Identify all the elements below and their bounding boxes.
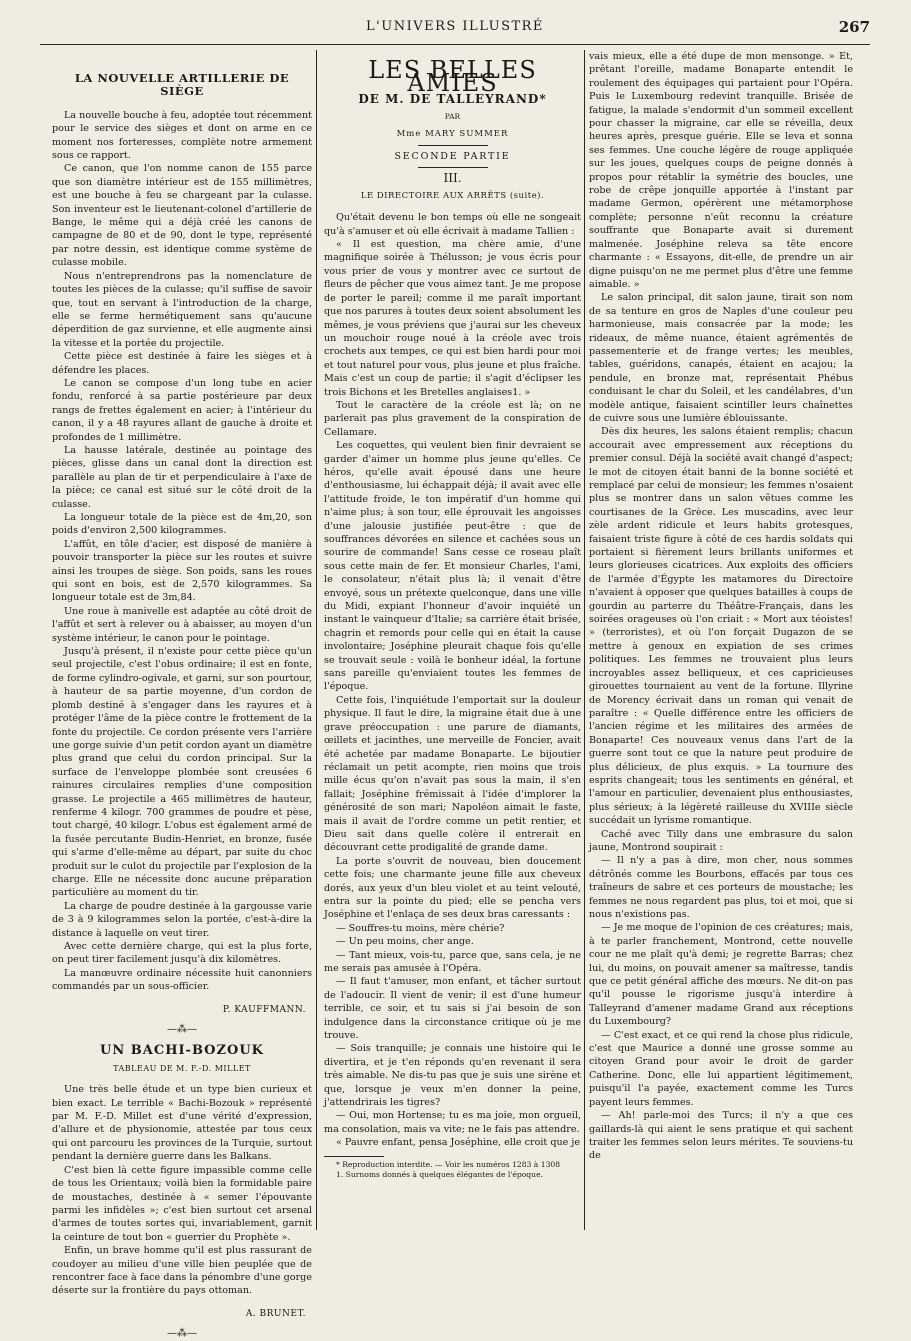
ornament-divider: —⁂— xyxy=(167,1024,197,1036)
paragraph: Les coquettes, qui veulent bien finir devraient se garder d'aimer un homme plus jeune qu'elles. Ce héros, qu'elle avait épousé dans une heure d'enthousiasme, lui échappait déjà; il avait avec elle l'attitude froide, le ton impératif d'un homme qui n'aime plus; à son tour, elle éprouvait les angoisses d'une jalousie justifiée peut-être : que de souffrances dévorées en silence et cachées sous un sourire de commande! Sans cesse ce roseau plaît sous cette main de fer. Et monsieur Charles, l'ami, le consolateur, n'était plus là; il venait d'être envoyé, sous un prétexte quelconque, dans une ville du Midi, expiant l'honneur d'avoir inquiété un instant le vainqueur d'Italie; sa carrière était brisée, chagrin et remords pour celle qui en était la cause involontaire; Joséphine pleurait chaque fois qu'elle se trouvait seule : voilà le bonheur idéal, la fortune sans pareille qu'enviaient toutes les femmes de l'époque. xyxy=(324,440,581,693)
paragraph: — Tant mieux, vois-tu, parce que, sans cela, je ne me serais pas amusée à l'Opéra. xyxy=(324,949,581,974)
paragraph: — Je me moque de l'opinion de ces créatures; mais, à te parler franchement, Montrond, cette nouvelle cour ne me plaît qu'à demi; je regrette Barras; chez lui, du moins, on pouvait amener sa maîtresse, tandis que ce petit général affiche des mœurs. Ne dit-on pas qu'il pousse le rigorisme jusqu'à interdire à Talleyrand d'amener madame Grand aux réceptions du Luxembourg? xyxy=(589,922,853,1028)
paragraph: Une très belle étude et un type bien curieux et bien exact. Le terrible « Bachi-Bozouk » représenté par M. F.-D. Millet est d'une vérité d'expression, d'allure et de physionomie, attestée par tous ceux qui ont parcouru les provinces de la Turquie, surtout pendant la dernière guerre dans les Balkans. xyxy=(52,1084,312,1163)
column-3 xyxy=(589,50,853,1260)
paragraph: — Ah! parle-moi des Turcs; il n'y a que ces gaillards-là qui aient le sens pratique et qui sachent traiter les femmes selon leurs mérites. Te souviens-tu de xyxy=(589,1110,853,1162)
paragraph: Nous n'entreprendrons pas la nomenclature de toutes les pièces de la culasse; qu'il suffise de savoir que, tout en servant à l'introduction de la charge, elle se ferme hermétiquement sans qu'aucune déperdition de gaz survienne, et elle augmente ainsi la vitesse et la portée du projectile. xyxy=(52,270,312,349)
paragraph: Le salon principal, dit salon jaune, tirait son nom de sa tenture en gros de Naples d'une couleur peu harmonieuse, mais consacrée par la mode; les rideaux, de même nuance, étaient agrémentés de passementerie et de frange vertes; les meubles, tables, guéridons, canapés, étaient en acajou; la pendule, en bronze mat, représentait Phébus conduisant le char du Soleil, et les candélabres, d'un modèle antique, faisaient scintiller leurs chaînettes de cuivre sous une lumière éblouissante. xyxy=(589,292,853,424)
paragraph: vais mieux, elle a été dupe de mon mensonge. » Et, prêtant l'oreille, madame Bonaparte entendit le roulement des équipages qui partaient pour l'Opéra. Puis le Luxembourg redevint tranquille. Brisée de fatigue, la malade s'endormit d'un sommeil excellent pour chasser la migraine, car elle se réveilla, deux heures après, presque guérie. Elle se leva et sonna ses femmes. Une couche légère de rouge appliquée sur les joues, quelques coups de peigne donnés à propos pour rétablir la symétrie des boucles, une robe de crêpe jonquille apportée à l'instant par madame Germon, opérèrent une métamorphose complète; personne n'eût reconnu la créature souffrante que Bonaparte avait si durement malmenée. Joséphine releva sa tête encore charmante : « Essayons, dit-elle, de prendre un air digne puisqu'on ne me permet plus d'être une femme aimable. » xyxy=(589,51,853,290)
serial-by: PAR xyxy=(444,112,461,122)
paragraph: — Sois tranquille; je connais une histoire qui le divertira, et je t'en réponds qu'en revenant il sera très aimable. Ne dis-tu pas que je suis une sirène et que, lorsque je veux m'en donner la peine, j'attendrirais les tigres? xyxy=(324,1043,581,1109)
paragraph: Dès dix heures, les salons étaient remplis; chacun accourait avec empressement aux réceptions du premier consul. Déjà la société avait changé d'aspect; le mot de citoyen était banni de la bonne société et remplacé par celui de monsieur; les femmes n'osaient plus se montrer dans un salon vêtues comme les courtisanes de la Grèce. Les muscadins, avec leur zèle ardent ridicule et leurs habits grotesques, faisaient triste figure à côté de ces hardis soldats qui portaient si fièrement leurs brillants uniformes et leurs glorieuses cicatrices. Aux exploits des officiers de l'armée d'Égypte les matamores du Directoire n'avaient à opposer que quelques batailles à coups de gourdin au parterre du Théâtre-Français, dans les soirées orageuses où l'on criait : « Mort aux téoistes! » (terroristes), et où l'on forçait Dugazon de se mettre à genoux en expiation de ses crimes politiques. Les femmes ne trouvaient plus leurs incroyables assez belliqueux, et ces capricieuses girouettes tournaient au vent de la fortune. Illyrine de Morency écrivait dans un roman qui venait de paraître : « Quelle différence entre les officiers de l'ancien régime et les militaires des armées de Bonaparte! Ces nouveaux venus dans l'art de la guerre sont tout ce que la nature peut produire de plus délicieux, de plus exquis. » La tournure des esprits changeait; tous les sentiments en général, et l'amour en particulier, devenaient plus enthousiastes, plus sérieux; à la légèreté railleuse du XVIIIe siècle succédait un lyrisme romantique. xyxy=(589,426,853,827)
column-divider xyxy=(584,50,585,1230)
paragraph: Caché avec Tilly dans une embrasure du salon jaune, Montrond soupirait : xyxy=(589,828,853,853)
paragraph: Ce canon, que l'on nomme canon de 155 parce que son diamètre intérieur est de 155 millimètres, est une bouche à feu se chargeant par la culasse. Son inventeur est le lieutenant-colonel d'artillerie de Bange, le même qui a déjà créé les canons de campagne de 80 et de 90, dont le type, représenté par notre dessin, est identique comme système de culasse mobile. xyxy=(52,163,312,269)
paragraph: C'est bien là cette figure impassible comme celle de tous les Orientaux; voilà bien la formidable paire de moustaches, destinée à « semer l'épouvante parmi les infidèles »; c'est bien surtout cet arsenal d'armes de toutes sortes qui, invariablement, garnit la ceinture de tout bon « guerrier du Prophète ». xyxy=(52,1164,312,1243)
separator xyxy=(418,145,488,146)
article-artillery-author: P. KAUFFMANN. xyxy=(222,1004,306,1015)
paragraph: Jusqu'à présent, il n'existe pour cette pièce qu'un seul projectile, c'est l'obus ordinaire; il est en fonte, de forme cylindro-ogivale, et garni, sur son pourtour, à hauteur de sa partie moyenne, d'un cordon de plomb destiné à s'engager dans les rayures et à protéger l'âme de la pièce contre le frottement de la fonte du projectile. Ce cordon présente vers l'arrière une gorge suivie d'un petit cordon ayant un diamètre plus grand que celui du cordon principal. Sur la surface de l'enveloppe plombée sont creusées 6 rainures circulaires remplies d'une composition grasse. Le projectile a 465 millimètres de hauteur, renferme 4 kilogr. 700 grammes de poudre et pèse, tout chargé, 40 kilogr. L'obus est également armé de la fusée percutante Budin-Henriet, en bronze, fusée qui s'arme d'elle-même au départ, par suite du choc produit sur le culot du projectile par l'explosion de la charge. Elle ne nécessite donc aucune préparation particulière au moment du tir. xyxy=(52,646,312,899)
paragraph: — Il n'y a pas à dire, mon cher, nous sommes détrônés comme les Bourbons, effacés par tous ces traîneurs de sabre et ces porteurs de moustache; les femmes ne nous regardent pas plus, toi et moi, que si nous n'existions pas. xyxy=(589,855,853,920)
ornament-divider: —⁂— xyxy=(167,1328,197,1340)
page-number: 267 xyxy=(838,18,870,36)
article-artillery-body xyxy=(52,109,312,994)
serial-title: LES BELLES AMIES xyxy=(368,56,537,98)
paragraph: La nouvelle bouche à feu, adoptée tout récemment pour le service des sièges et dont on arme en ce moment nos forteresses, complète notre armement sous ce rapport. xyxy=(52,109,312,162)
article-artillery-title: LA NOUVELLE ARTILLERIE DE SIÈGE xyxy=(74,71,290,99)
paragraph: Tout le caractère de la créole est là; on ne parlerait pas plus gravement de la conspiration de Cellamare. xyxy=(324,399,581,438)
paragraph: — Oui, mon Hortense; tu es ma joie, mon orgueil, ma consolation, mais va vite; ne le fais pas attendre. xyxy=(324,1110,581,1135)
column-2 xyxy=(324,50,581,1260)
paragraph: Qu'était devenu le bon temps où elle ne songeait qu'à s'amuser et où elle écrivait à madame Tallien : xyxy=(324,212,581,237)
serial-body-col2 xyxy=(324,211,581,1149)
paragraph: La longueur totale de la pièce est de 4m,20, son poids d'environ 2,500 kilogrammes. xyxy=(52,512,312,537)
serial-subtitle: DE M. DE TALLEYRAND* xyxy=(358,91,547,106)
page-header xyxy=(40,10,870,45)
footnote: * Reproduction interdite. — Voir les numéros 1283 à 1308 xyxy=(336,1159,561,1169)
paragraph: Cette fois, l'inquiétude l'emportait sur la douleur physique. Il faut le dire, la migraine était due à une grave préoccupation : une parure de diamants, œillets et jacinthes, une merveille de Foncier, avait été achetée par madame Bonaparte. Le bijoutier réclamait un petit acompte, rien moins que trois mille écus qu'on n'avait pas sous la main, il s'en fallait; Joséphine frémissait à l'idée d'implorer la générosité de son mari; Napoléon aimait le faste, mais il avait de l'ordre comme un petit rentier, et Dieu sait dans quelle colère il entrerait en découvrant cette prodigalité de grande dame. xyxy=(324,694,581,854)
paragraph: Le canon se compose d'un long tube en acier fondu, renforcé à sa partie postérieure par deux rangs de frettes également en acier; à l'intérieur du canon, il y a 48 rayures allant de gauche à droite et profondes de 1 millimètre. xyxy=(52,377,312,443)
paragraph: La porte s'ouvrit de nouveau, bien doucement cette fois; une charmante jeune fille aux cheveux dorés, aux yeux d'un bleu violet et au teint velouté, entra sur la pointe du pied; elle se pencha vers Joséphine et l'enlaça de ses deux bras caressants : xyxy=(324,855,581,921)
journal-title: L'UNIVERS ILLUSTRÉ xyxy=(366,19,544,34)
paragraph: — Souffres-tu moins, mère chérie? xyxy=(336,922,505,934)
paragraph: « Il est question, ma chère amie, d'une magnifique soirée à Thélusson; je vous écris pour vous prier de vous y montrer avec ce surtout de fleurs de pêcher que vous aimez tant. Je me propose de porter le pareil; comme il me paraît important que nos parures à toutes deux soient absolument les mêmes, je vous préviens que j'aurai sur les cheveux un mouchoir rouge noué à la créole avec trois crochets aux tempes, ce qui est bien hardi pour moi et tout naturel pour vous, plus jeune et plus fraîche. Mais c'est un coup de partie; il s'agit d'éclipser les trois Bichons et les Bretelles anglaises1. » xyxy=(324,239,581,398)
serial-body-col3 xyxy=(589,50,853,1163)
paragraph: « Pauvre enfant, pensa Joséphine, elle croit que je xyxy=(336,1137,581,1149)
paragraph: — Un peu moins, cher ange. xyxy=(336,936,474,948)
paragraph: La manœuvre ordinaire nécessite huit canonniers commandés par un sous-officier. xyxy=(52,967,312,993)
paragraph: — Il faut t'amuser, mon enfant, et tâcher surtout de l'adoucir. Il vient de venir; il est d'une humeur terrible, ce soir, et tu sais si j'ai besoin de son indulgence dans la circonstance critique où je me trouve. xyxy=(324,976,581,1042)
chapter-title: LE DIRECTOIRE AUX ARRÊTS (suite). xyxy=(360,190,545,201)
article-bachi-subtitle: TABLEAU DE M. F.-D. MILLET xyxy=(113,1063,251,1073)
chapter-number: III. xyxy=(443,171,462,186)
footnote-rule xyxy=(324,1156,384,1157)
serial-part: SECONDE PARTIE xyxy=(394,151,511,163)
article-bachi-author: A. BRUNET. xyxy=(245,1308,306,1319)
paragraph: Une roue à manivelle est adaptée au côté droit de l'affût et sert à relever ou à abaisser, au moyen d'un système intérieur, le canon pour le pointage. xyxy=(52,605,312,644)
column-divider xyxy=(316,50,317,1230)
paragraph: L'affût, en tôle d'acier, est disposé de manière à pouvoir transporter la pièce sur les routes et suivre ainsi les troupes de siège. Son poids, sans les roues qui sont en bois, est de 2,570 kilogrammes. Sa longueur totale est de 3m,84. xyxy=(52,538,312,604)
paragraph: Avec cette dernière charge, qui est la plus forte, on peut tirer facilement jusqu'à dix kilomètres. xyxy=(52,941,312,966)
paragraph: Cette pièce est destinée à faire les sièges et à défendre les places. xyxy=(52,351,312,376)
article-bachi-body xyxy=(52,1083,312,1298)
paragraph: La hausse latérale, destinée au pointage des pièces, glisse dans un canal dont la direction est parallèle au plan de tir et perpendiculaire à l'axe de la pièce; ce canal est situé sur le côté droit de la culasse. xyxy=(52,444,312,510)
separator xyxy=(418,167,488,168)
paragraph: — C'est exact, et ce qui rend la chose plus ridicule, c'est que Maurice a donné une grosse somme au citoyen Grand pour avoir le droit de garder Catherine. Donc, elle lui appartient légitimement, puisqu'il l'a payée, exactement comme les Turcs payent leurs femmes. xyxy=(589,1029,853,1108)
paragraph: La charge de poudre destinée à la gargousse varie de 3 à 9 kilogrammes selon la portée, c'est-à-dire la distance à laquelle on veut tirer. xyxy=(52,900,312,939)
footnote: 1. Surnoms donnés à quelques élégantes de l'époque. xyxy=(336,1169,543,1179)
paragraph: Enfin, un brave homme qu'il est plus rassurant de coudoyer au milieu d'une ville bien peuplée que de rencontrer face à face dans la pénombre d'une gorge déserte sur la frontière du pays ottoman. xyxy=(52,1245,312,1297)
serial-author: Mme MARY SUMMER xyxy=(396,128,509,139)
column-1 xyxy=(52,50,312,1340)
article-bachi-title: UN BACHI-BOZOUK xyxy=(100,1043,264,1059)
